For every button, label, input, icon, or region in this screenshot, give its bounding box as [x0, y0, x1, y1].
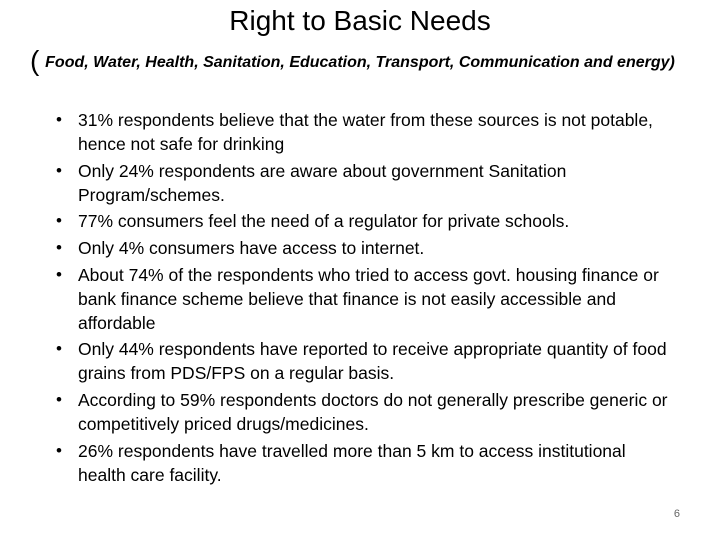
slide-subtitle [30, 50, 690, 76]
bullet-icon: • [56, 440, 62, 460]
bullet-text: According to 59% respondents doctors do not generally prescribe generic or competitively priced drugs/medicines. [78, 390, 668, 435]
bullet-text: 31% respondents believe that the water from these sources is not potable, hence not safe for drinking [78, 110, 653, 154]
bullet-icon: • [56, 339, 62, 359]
bullet-text: About 74% of the respondents who tried to access govt. housing finance or bank finance scheme believe that finance is not easily accessible and affordable [78, 264, 659, 333]
bullet-item [56, 108, 668, 156]
slide-title: Right to Basic Needs [229, 5, 491, 36]
bullet-list [56, 108, 668, 490]
bullet-item [56, 388, 668, 436]
bullet-text: Only 4% consumers have access to internet. [78, 238, 425, 259]
bullet-icon: • [56, 390, 62, 410]
bullet-item [56, 337, 668, 385]
bullet-text: 77% consumers feel the need of a regulator for private schools. [78, 211, 570, 232]
bullet-icon: • [56, 264, 62, 284]
bullet-icon: • [56, 160, 62, 180]
page-number: 6 [673, 508, 680, 520]
bullet-item [56, 439, 668, 487]
subtitle-text: Food, Water, Health, Sanitation, Education, Transport, Communication and energy) [45, 54, 675, 71]
bullet-icon: • [56, 110, 62, 129]
bullet-icon: • [56, 238, 62, 258]
bullet-text: Only 24% respondents are aware about government Sanitation Program/schemes. [78, 160, 567, 205]
bullet-text: 26% respondents have travelled more than 5 km to access institutional health care facility. [78, 440, 626, 485]
bullet-item [56, 209, 668, 233]
bullet-item [56, 159, 668, 207]
bullet-icon: • [56, 211, 62, 231]
bullet-item [56, 236, 668, 260]
subtitle-open-paren: ( [30, 45, 40, 76]
bullet-text: Only 44% respondents have reported to receive appropriate quantity of food grains from PDS/FPS on a regular basis. [78, 339, 667, 384]
bullet-item [56, 263, 668, 335]
